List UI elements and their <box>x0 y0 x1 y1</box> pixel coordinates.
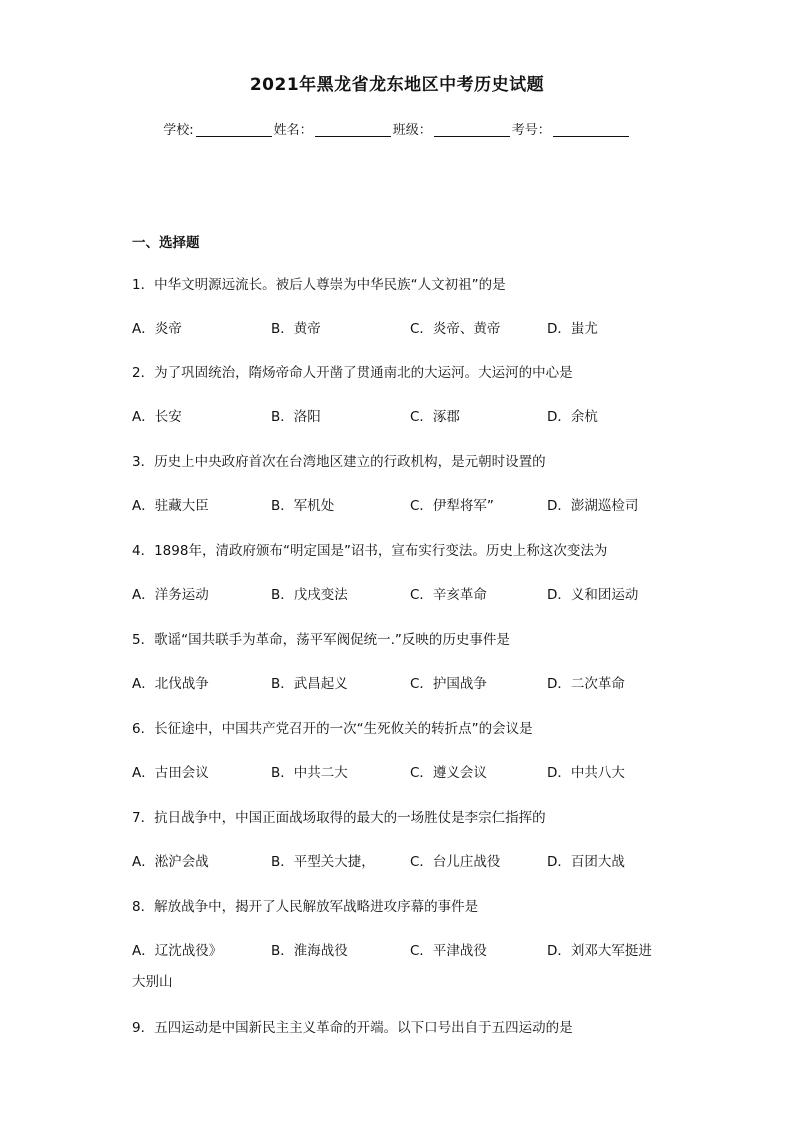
exam-number-blank[interactable] <box>553 122 629 137</box>
question-4-stem: 4．1898年，清政府颁布“明定国是”诏书，宣布实行变法。历史上称这次变法为 <box>132 543 608 559</box>
question-2-options <box>132 405 672 425</box>
question-5-options <box>132 672 672 692</box>
option-b[interactable]: B．军机处 <box>271 498 335 514</box>
option-d[interactable]: D．中共八大 <box>547 765 625 781</box>
question-9-stem: 9．五四运动是中国新民主主义革命的开端。以下口号出自于五四运动的是 <box>132 1020 573 1036</box>
option-b[interactable]: B．武昌起义 <box>271 676 348 692</box>
option-a[interactable]: A．洋务运动 <box>132 587 209 603</box>
option-b[interactable]: B．黄帝 <box>271 321 321 337</box>
option-c[interactable]: C．辛亥革命 <box>410 587 487 603</box>
class-blank[interactable] <box>434 122 510 137</box>
school-blank[interactable] <box>196 122 272 137</box>
option-b[interactable]: B．淮海战役 <box>271 943 348 959</box>
student-info-row <box>0 119 794 138</box>
option-d[interactable]: D．义和团运动 <box>547 587 639 603</box>
option-c[interactable]: C．平津战役 <box>410 943 487 959</box>
class-label: 班级： <box>392 123 432 138</box>
question-6-options <box>132 761 672 781</box>
option-a[interactable]: A．淞沪会战 <box>132 854 209 870</box>
option-c[interactable]: C．护国战争 <box>410 676 487 692</box>
option-d[interactable]: D．余杭 <box>547 409 598 425</box>
question-2-stem: 2．为了巩固统治，隋炀帝命人开凿了贯通南北的大运河。大运河的中心是 <box>132 365 573 381</box>
option-a[interactable]: A．长安 <box>132 409 182 425</box>
question-4-options <box>132 583 672 603</box>
question-8-option-d-continuation: 大别山 <box>132 974 173 990</box>
option-c[interactable]: C．台儿庄战役 <box>410 854 501 870</box>
option-d[interactable]: D．刘邓大军挺进 <box>547 943 652 959</box>
question-8-options <box>132 939 672 959</box>
school-label: 学校: <box>163 123 194 138</box>
option-b[interactable]: B．平型关大捷， <box>271 854 375 870</box>
question-8-stem: 8．解放战争中，揭开了人民解放军战略进攻序幕的事件是 <box>132 899 479 915</box>
option-b[interactable]: B．洛阳 <box>271 409 321 425</box>
question-1-stem: 1．中华文明源远流长。被后人尊崇为中华民族“人文初祖”的是 <box>132 277 506 293</box>
question-7-stem: 7．抗日战争中，中国正面战场取得的最大的一场胜仗是李宗仁指挥的 <box>132 810 546 826</box>
option-a[interactable]: A．古田会议 <box>132 765 209 781</box>
option-d[interactable]: D．蚩尤 <box>547 321 598 337</box>
question-1-options <box>132 317 672 337</box>
option-d[interactable]: D．二次革命 <box>547 676 625 692</box>
option-a[interactable]: A．驻藏大臣 <box>132 498 209 514</box>
option-d[interactable]: D．百团大战 <box>547 854 625 870</box>
exam-number-label: 考号： <box>511 123 551 138</box>
option-d[interactable]: D．澎湖巡检司 <box>547 498 639 514</box>
option-c[interactable]: C．伊犁将军” <box>410 498 494 514</box>
question-5-stem: 5．歌谣“国共联手为革命，荡平军阀促统一.”反映的历史事件是 <box>132 632 510 648</box>
name-blank[interactable] <box>315 122 391 137</box>
question-3-options <box>132 494 672 514</box>
name-label: 姓名： <box>273 123 313 138</box>
option-b[interactable]: B．中共二大 <box>271 765 348 781</box>
question-6-stem: 6．长征途中，中国共产党召开的一次“生死攸关的转折点”的会议是 <box>132 721 533 737</box>
option-a[interactable]: A．炎帝 <box>132 321 182 337</box>
page-title: 2021年黑龙省龙东地区中考历史试题 <box>249 75 545 95</box>
option-b[interactable]: B．戊戌变法 <box>271 587 348 603</box>
section-heading: 一、选择题 <box>132 235 200 251</box>
option-c[interactable]: C．炎帝、黄帝 <box>410 321 501 337</box>
option-a[interactable]: A．北伐战争 <box>132 676 209 692</box>
option-c[interactable]: C．遵义会议 <box>410 765 487 781</box>
question-3-stem: 3．历史上中央政府首次在台湾地区建立的行政机构，是元朝时设置的 <box>132 454 546 470</box>
option-a[interactable]: A．辽沈战役》 <box>132 943 223 959</box>
option-c[interactable]: C．涿郡 <box>410 409 460 425</box>
question-7-options <box>132 850 672 870</box>
